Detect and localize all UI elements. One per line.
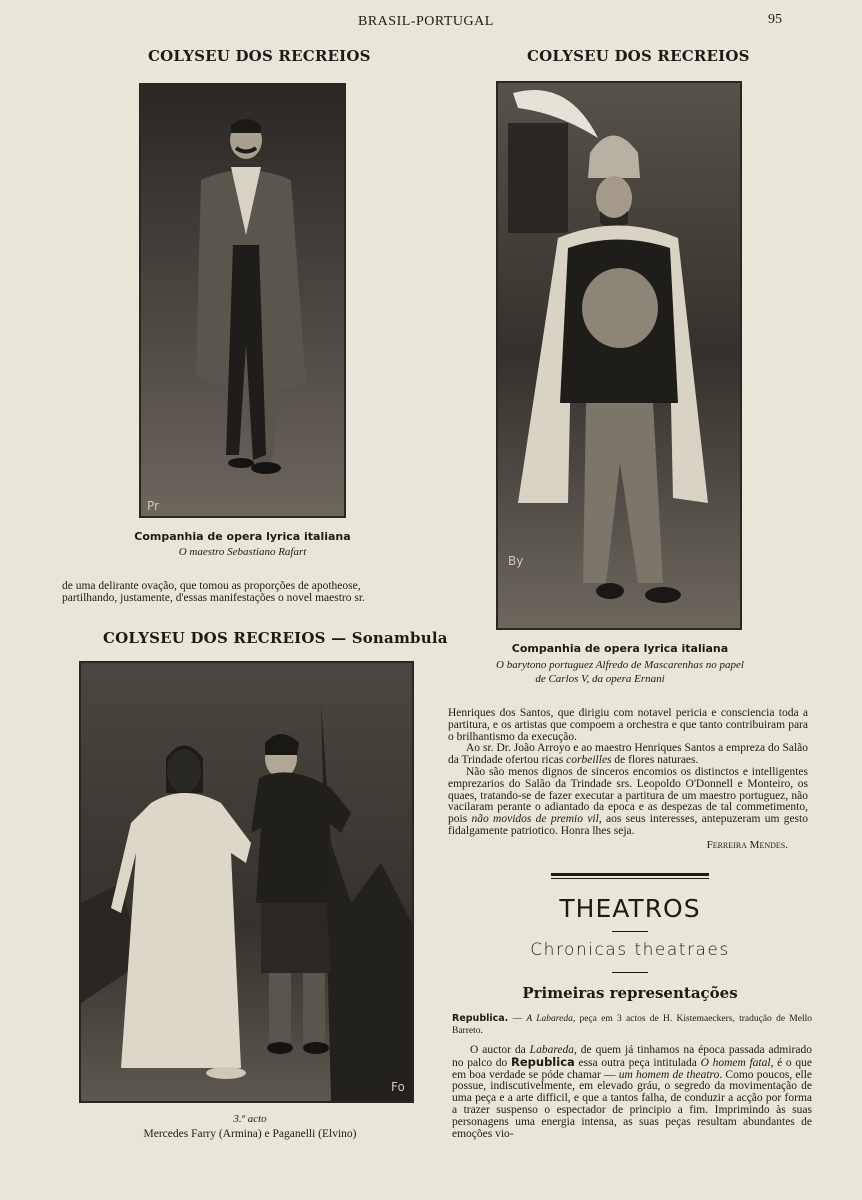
svg-text:Fo: Fo bbox=[391, 1080, 405, 1094]
subtitle-divider bbox=[612, 972, 648, 973]
section-rule-thick bbox=[551, 873, 709, 876]
page-number: 95 bbox=[768, 12, 782, 27]
section-title: THEATROS bbox=[559, 894, 701, 923]
photo1-caption-title: Companhia de opera lyrica italiana bbox=[134, 530, 351, 543]
photo2-caption-title: Companhia de opera lyrica italiana bbox=[511, 642, 729, 655]
photo1-heading: COLYSEU DOS RECREIOS bbox=[148, 47, 371, 65]
svg-text:By: By bbox=[508, 554, 524, 568]
running-title: BRASIL-PORTUGAL bbox=[358, 14, 494, 29]
photo-maestro bbox=[139, 83, 346, 518]
left-text-line2: partilhando, justamente, d'essas manifestações o novel maestro sr. bbox=[62, 591, 365, 604]
title-divider bbox=[612, 931, 648, 932]
republica-notice: Republica. — A Labareda, peça em 3 actos de H. Kistemaeckers, tradução de Mello Barreto. bbox=[452, 1013, 812, 1036]
theatros-body: O auctor da Labareda, de quem já tinhamos na época passada admirado no palco do Republica essa outra peça intitulada O homem fatal, é o que em boa verdade se póde chamar — um homem de theatro. Como poucos, elle possue, indiscutivelmente, em elevado gráu, o segredo da movimentação de uma peça e a arte difficil, e que a tantos falha, de conduzir a acção por forma a trazer suspenso o espectador de principio a fim. Imprimindo às suas personagens uma energia intensa, as suas peças resultam abundantes de emoções vio- bbox=[452, 1044, 812, 1140]
photo-sonambula bbox=[79, 661, 414, 1103]
primeiras-heading: Primeiras representações bbox=[522, 984, 738, 1002]
photo2-heading: COLYSEU DOS RECREIOS bbox=[527, 47, 750, 65]
photo2-caption-line2: de Carlos V, da opera Ernani bbox=[535, 673, 665, 685]
photo1-caption-subtitle: O maestro Sebastiano Rafart bbox=[178, 546, 307, 558]
photo3-caption-act: 3.º acto bbox=[233, 1113, 267, 1125]
article-body bbox=[448, 708, 808, 852]
article-signature: Ferreira Mendes. bbox=[706, 838, 788, 851]
article-paragraph-3: Não são menos dignos de sinceros encomios os distinctos e intelligentes emprezarios do Salão da Trindade srs. Leopoldo O'Donnell e Monteiro, os quaes, tratando-se de fazer executar a partitura de um maestro portuguez, não vacilaram perante o adiantado da epoca e as despezas de tal commetimento, pois não movidos de premio vil, aos seus interesses, antepuzeram um gesto fidalgamente patriotico. Honra lhes seja. bbox=[448, 765, 808, 837]
article-paragraph-1: Henriques dos Santos, que dirigiu com notavel pericia e consciencia toda a partitura, e os artistas que compoem a orchestra e que tanto contribuiram para o brilhantismo da execução. bbox=[448, 707, 808, 743]
photo3-caption-cast: Mercedes Farry (Armina) e Paganelli (Elvino) bbox=[143, 1128, 357, 1140]
left-text-line1: de uma delirante ovação, que tomou as proporções de apotheose, bbox=[62, 580, 361, 592]
photo-baritone bbox=[496, 81, 742, 630]
section-subtitle: Chronicas theatraes bbox=[530, 940, 730, 960]
section-rule-thin bbox=[551, 878, 709, 879]
photo3-heading: COLYSEU DOS RECREIOS — Sonambula bbox=[103, 629, 448, 647]
article-paragraph-2: Ao sr. Dr. João Arroyo e ao maestro Henriques Santos a empreza do Salão da Trindade ofertou ricas corbeilles de flores naturaes. bbox=[448, 742, 808, 767]
svg-text:Pr: Pr bbox=[147, 499, 159, 513]
photo2-caption-line1: O barytono portuguez Alfredo de Mascarenhas no papel bbox=[496, 659, 744, 671]
